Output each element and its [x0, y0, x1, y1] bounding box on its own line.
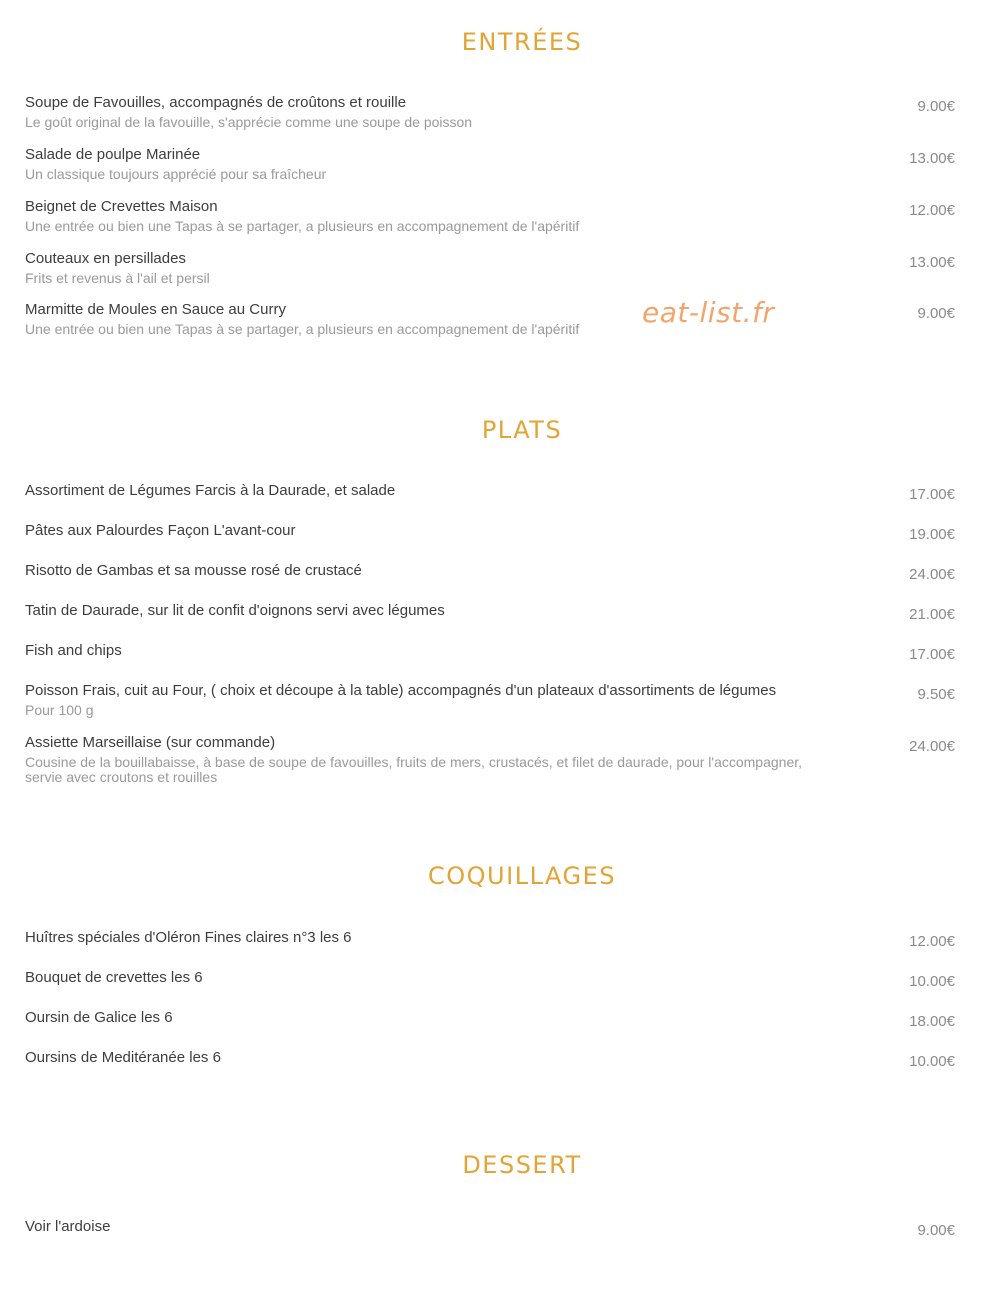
- item-name: Couteaux en persillades: [25, 250, 186, 267]
- item-price: 10.00€: [909, 973, 955, 990]
- item-name: Poisson Frais, cuit au Four, ( choix et découpe à la table) accompagnés d'un plateaux d'assortiments de légumes: [25, 682, 777, 699]
- section-title-plats: PLATS: [481, 416, 563, 444]
- item-price: 18.00€: [909, 1013, 955, 1030]
- item-price: 9.00€: [917, 305, 955, 322]
- item-price: 24.00€: [909, 738, 955, 755]
- item-price: 9.00€: [917, 1222, 955, 1239]
- item-price: 12.00€: [909, 933, 955, 950]
- menu-item: [25, 482, 965, 503]
- item-price: 10.00€: [909, 1053, 955, 1070]
- item-price: 13.00€: [909, 150, 955, 167]
- item-description: Une entrée ou bien une Tapas à se partager, a plusieurs en accompagnement de l'apéritif: [25, 218, 580, 234]
- item-price: 17.00€: [909, 646, 955, 663]
- item-price: 24.00€: [909, 566, 955, 583]
- menu-item: [25, 1009, 965, 1030]
- item-price: 19.00€: [909, 526, 955, 543]
- item-name: Soupe de Favouilles, accompagnés de croûtons et rouille: [25, 94, 407, 111]
- item-name: Assortiment de Légumes Farcis à la Daurade, et salade: [25, 482, 396, 499]
- menu-item: [25, 602, 965, 623]
- section-title-dessert: DESSERT: [462, 1151, 582, 1179]
- item-name: Fish and chips: [25, 642, 122, 659]
- item-name: Pâtes aux Palourdes Façon L'avant-cour: [25, 522, 296, 539]
- item-price: 13.00€: [909, 254, 955, 271]
- item-price: 21.00€: [909, 606, 955, 623]
- menu-item: [25, 1218, 965, 1239]
- item-description: Un classique toujours apprécié pour sa fraîcheur: [25, 166, 327, 182]
- item-name: Marmitte de Moules en Sauce au Curry: [25, 301, 286, 318]
- item-name: Assiette Marseillaise (sur commande): [25, 734, 276, 751]
- item-name: Beignet de Crevettes Maison: [25, 198, 218, 215]
- item-name: Oursin de Galice les 6: [25, 1009, 173, 1026]
- menu-item: [25, 969, 965, 990]
- menu-item: [25, 682, 965, 718]
- item-description: Une entrée ou bien une Tapas à se partager, a plusieurs en accompagnement de l'apéritif: [25, 321, 580, 337]
- item-name: Salade de poulpe Marinée: [25, 146, 201, 163]
- item-name: Bouquet de crevettes les 6: [25, 969, 203, 986]
- menu-item: [25, 1049, 965, 1070]
- item-name: Risotto de Gambas et sa mousse rosé de crustacé: [25, 562, 362, 579]
- item-description: Pour 100 g: [25, 702, 94, 718]
- item-description: Cousine de la bouillabaisse, à base de soupe de favouilles, fruits de mers, crustacés, et filet de daurade, pour l'accompagner, servie avec croutons et rouilles: [25, 754, 803, 785]
- menu-item: [25, 562, 965, 583]
- menu-item: [25, 642, 965, 663]
- menu-item: [25, 94, 965, 130]
- watermark-logo: eat-list.fr: [642, 296, 775, 329]
- section-title-entrees: ENTRÉES: [461, 28, 583, 56]
- menu-item: [25, 522, 965, 543]
- item-price: 9.00€: [917, 98, 955, 115]
- section-title-coquillages: COQUILLAGES: [428, 862, 616, 890]
- menu-item: [25, 198, 965, 234]
- menu-item: [25, 929, 965, 950]
- item-price: 12.00€: [909, 202, 955, 219]
- item-price: 17.00€: [909, 486, 955, 503]
- item-price: 9.50€: [917, 686, 955, 703]
- item-name: Oursins de Meditéranée les 6: [25, 1049, 221, 1066]
- item-name: Voir l'ardoise: [25, 1218, 111, 1235]
- item-name: Tatin de Daurade, sur lit de confit d'oignons servi avec légumes: [25, 602, 445, 619]
- item-description: Le goût original de la favouille, s'apprécie comme une soupe de poisson: [25, 114, 473, 130]
- menu-item: [25, 146, 965, 182]
- menu-item: [25, 734, 965, 785]
- menu-item: [25, 250, 965, 286]
- item-name: Huîtres spéciales d'Oléron Fines claires n°3 les 6: [25, 929, 352, 946]
- menu-item: [25, 301, 965, 337]
- item-description: Frits et revenus à l'ail et persil: [25, 270, 210, 286]
